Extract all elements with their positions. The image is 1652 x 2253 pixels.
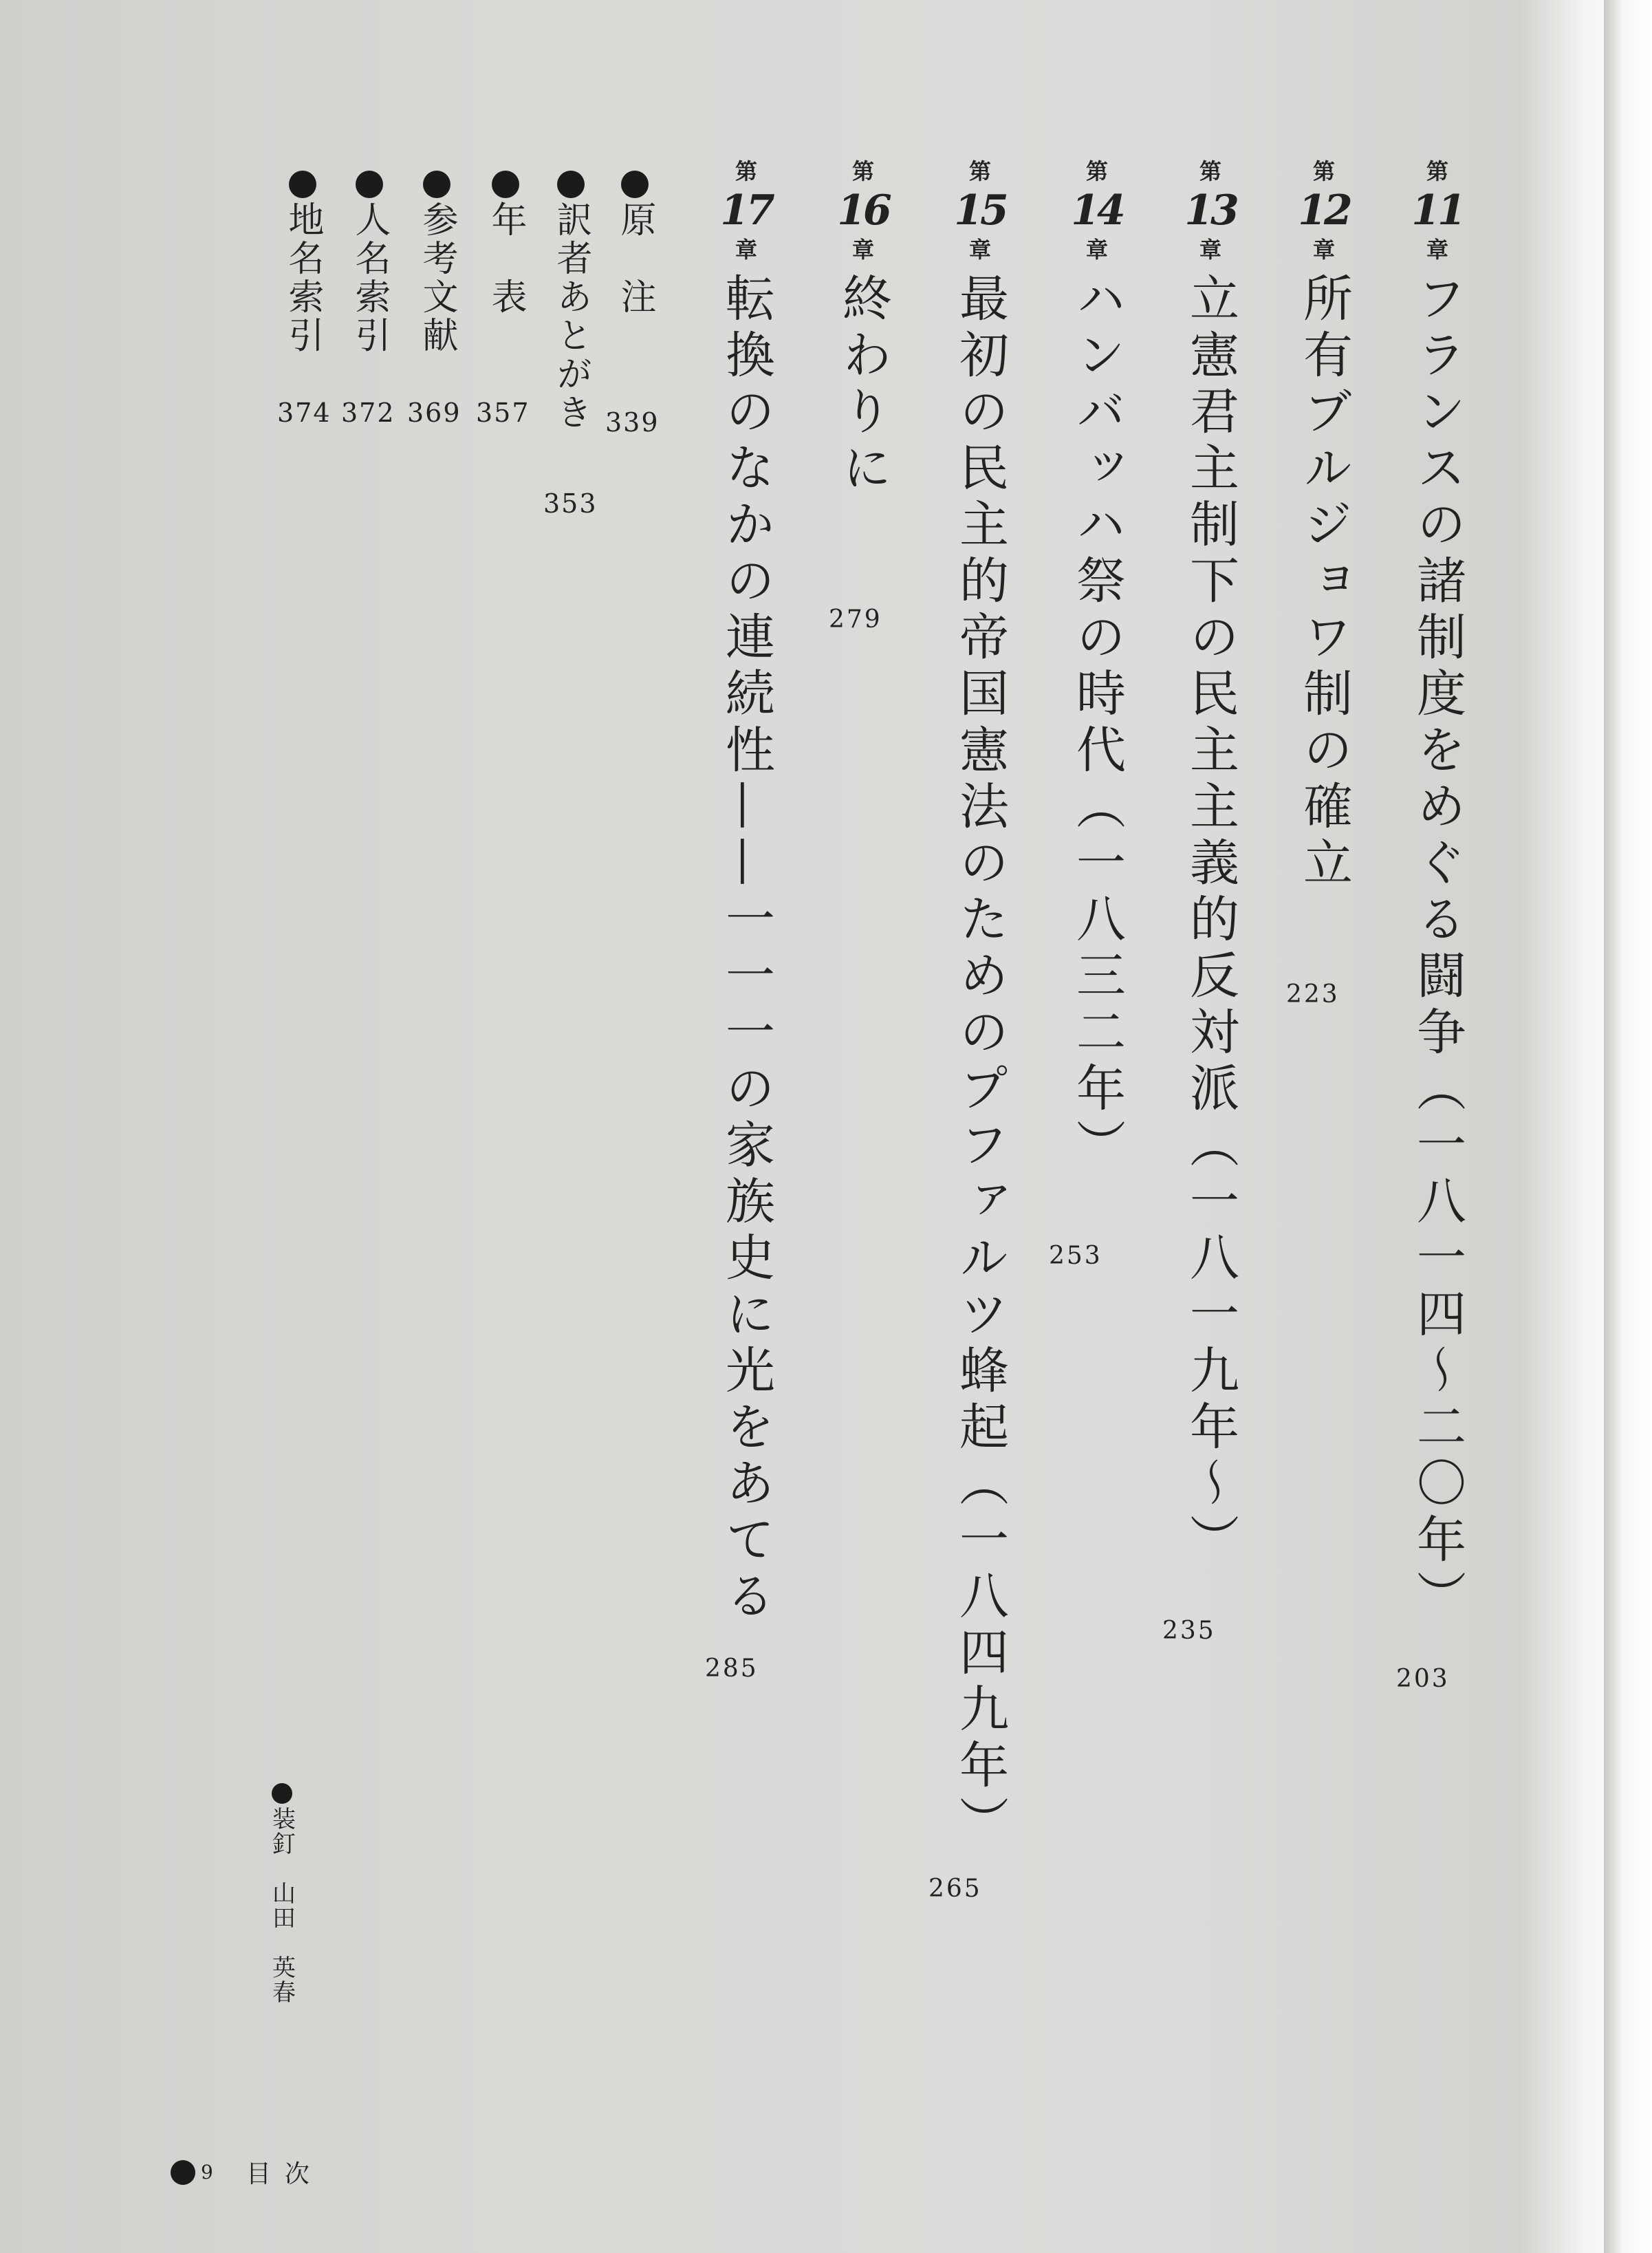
chapter-sho: 章 xyxy=(1312,237,1335,263)
chapter-dai: 第 xyxy=(1199,158,1221,184)
appendix-name-index xyxy=(349,171,390,355)
appendix-place-index-page: 374 xyxy=(277,398,332,428)
running-head: 目次 xyxy=(246,2160,323,2188)
chapter-dai: 第 xyxy=(968,158,991,184)
chapter-title: 最初の民主的帝国憲法のためのプファルツ蜂起（一八四九年） xyxy=(951,272,1009,1852)
bullet-icon xyxy=(423,171,450,198)
bullet-icon xyxy=(356,171,383,198)
chapter-number-label xyxy=(1173,158,1248,263)
chapter-16-page: 279 xyxy=(829,605,882,634)
chapter-17-page: 285 xyxy=(705,1654,759,1683)
chapter-number-label xyxy=(1059,158,1135,263)
chapter-number-label xyxy=(825,158,901,263)
chapter-number-label xyxy=(1286,158,1362,263)
chapter-title: 転換のなかの連続性——一一一の家族史に光をあてる xyxy=(717,272,775,1626)
chapter-11 xyxy=(1400,158,1475,1626)
chapter-13 xyxy=(1173,158,1248,1570)
chapter-16 xyxy=(825,158,901,498)
appendix-title: 訳者あとがき xyxy=(550,201,591,432)
binder-credit-text: 装釘 山田 英春 xyxy=(268,1807,296,2005)
bullet-icon xyxy=(171,2160,195,2185)
bullet-icon xyxy=(492,171,519,198)
chapter-dai: 第 xyxy=(851,158,874,184)
appendix-title: 年 表 xyxy=(485,201,526,316)
bullet-icon xyxy=(289,171,316,198)
appendix-chronology xyxy=(485,171,526,316)
chapter-11-page: 203 xyxy=(1396,1665,1450,1693)
appendix-chronology-page: 357 xyxy=(476,398,530,428)
appendix-references xyxy=(416,171,457,355)
chapter-number: 15 xyxy=(954,186,1006,235)
bullet-icon xyxy=(557,171,585,198)
chapter-sho: 章 xyxy=(968,237,991,263)
appendix-title: 人名索引 xyxy=(349,201,390,355)
chapter-sho: 章 xyxy=(735,237,757,263)
appendix-name-index-page: 372 xyxy=(341,398,395,428)
chapter-15 xyxy=(942,158,1018,1852)
chapter-14-page: 253 xyxy=(1049,1242,1102,1270)
chapter-number: 17 xyxy=(720,186,772,235)
bullet-icon xyxy=(272,1783,292,1804)
page-footer xyxy=(171,2155,323,2190)
chapter-12-page: 223 xyxy=(1286,980,1340,1009)
appendix-title: 原 注 xyxy=(614,201,655,316)
page-number: 9 xyxy=(201,2161,213,2184)
appendix-afterword xyxy=(550,171,591,432)
chapter-dai: 第 xyxy=(735,158,757,184)
chapter-sho: 章 xyxy=(851,237,874,263)
chapter-number: 13 xyxy=(1184,186,1237,235)
chapter-title: 終わりに xyxy=(834,272,892,498)
chapter-number: 16 xyxy=(837,186,889,235)
chapter-13-page: 235 xyxy=(1162,1617,1216,1645)
chapter-dai: 第 xyxy=(1312,158,1335,184)
chapter-sho: 章 xyxy=(1426,237,1448,263)
chapter-title: 立憲君主制下の民主主義的反対派（一八一九年〜） xyxy=(1182,272,1239,1570)
chapter-14 xyxy=(1059,158,1135,1175)
chapter-number: 12 xyxy=(1298,186,1350,235)
appendix-title: 地名索引 xyxy=(282,201,323,355)
appendix-notes xyxy=(614,171,655,316)
chapter-dai: 第 xyxy=(1426,158,1448,184)
chapter-dai: 第 xyxy=(1085,158,1108,184)
binder-credit xyxy=(261,1783,303,2005)
chapter-number-label xyxy=(708,158,784,263)
chapter-number-label xyxy=(1400,158,1475,263)
chapter-12 xyxy=(1286,158,1362,893)
bullet-icon xyxy=(621,171,649,198)
chapter-17 xyxy=(708,158,784,1626)
page-edge xyxy=(1604,0,1652,2253)
chapter-sho: 章 xyxy=(1199,237,1221,263)
chapter-number: 14 xyxy=(1071,186,1123,235)
appendix-references-page: 369 xyxy=(407,398,461,428)
chapter-title: 所有ブルジョワ制の確立 xyxy=(1295,272,1353,893)
chapter-number: 11 xyxy=(1411,186,1464,235)
appendix-title: 参考文献 xyxy=(416,201,457,355)
appendix-afterword-page: 353 xyxy=(543,488,598,519)
appendix-place-index xyxy=(282,171,323,355)
chapter-title: ハンバッハ祭の時代（一八三二年） xyxy=(1068,272,1126,1175)
chapter-sho: 章 xyxy=(1085,237,1108,263)
chapter-15-page: 265 xyxy=(928,1875,982,1903)
appendix-notes-page: 339 xyxy=(605,407,660,438)
chapter-number-label xyxy=(942,158,1018,263)
chapter-title: フランスの諸制度をめぐる闘争（一八一四〜二〇年） xyxy=(1409,272,1466,1626)
